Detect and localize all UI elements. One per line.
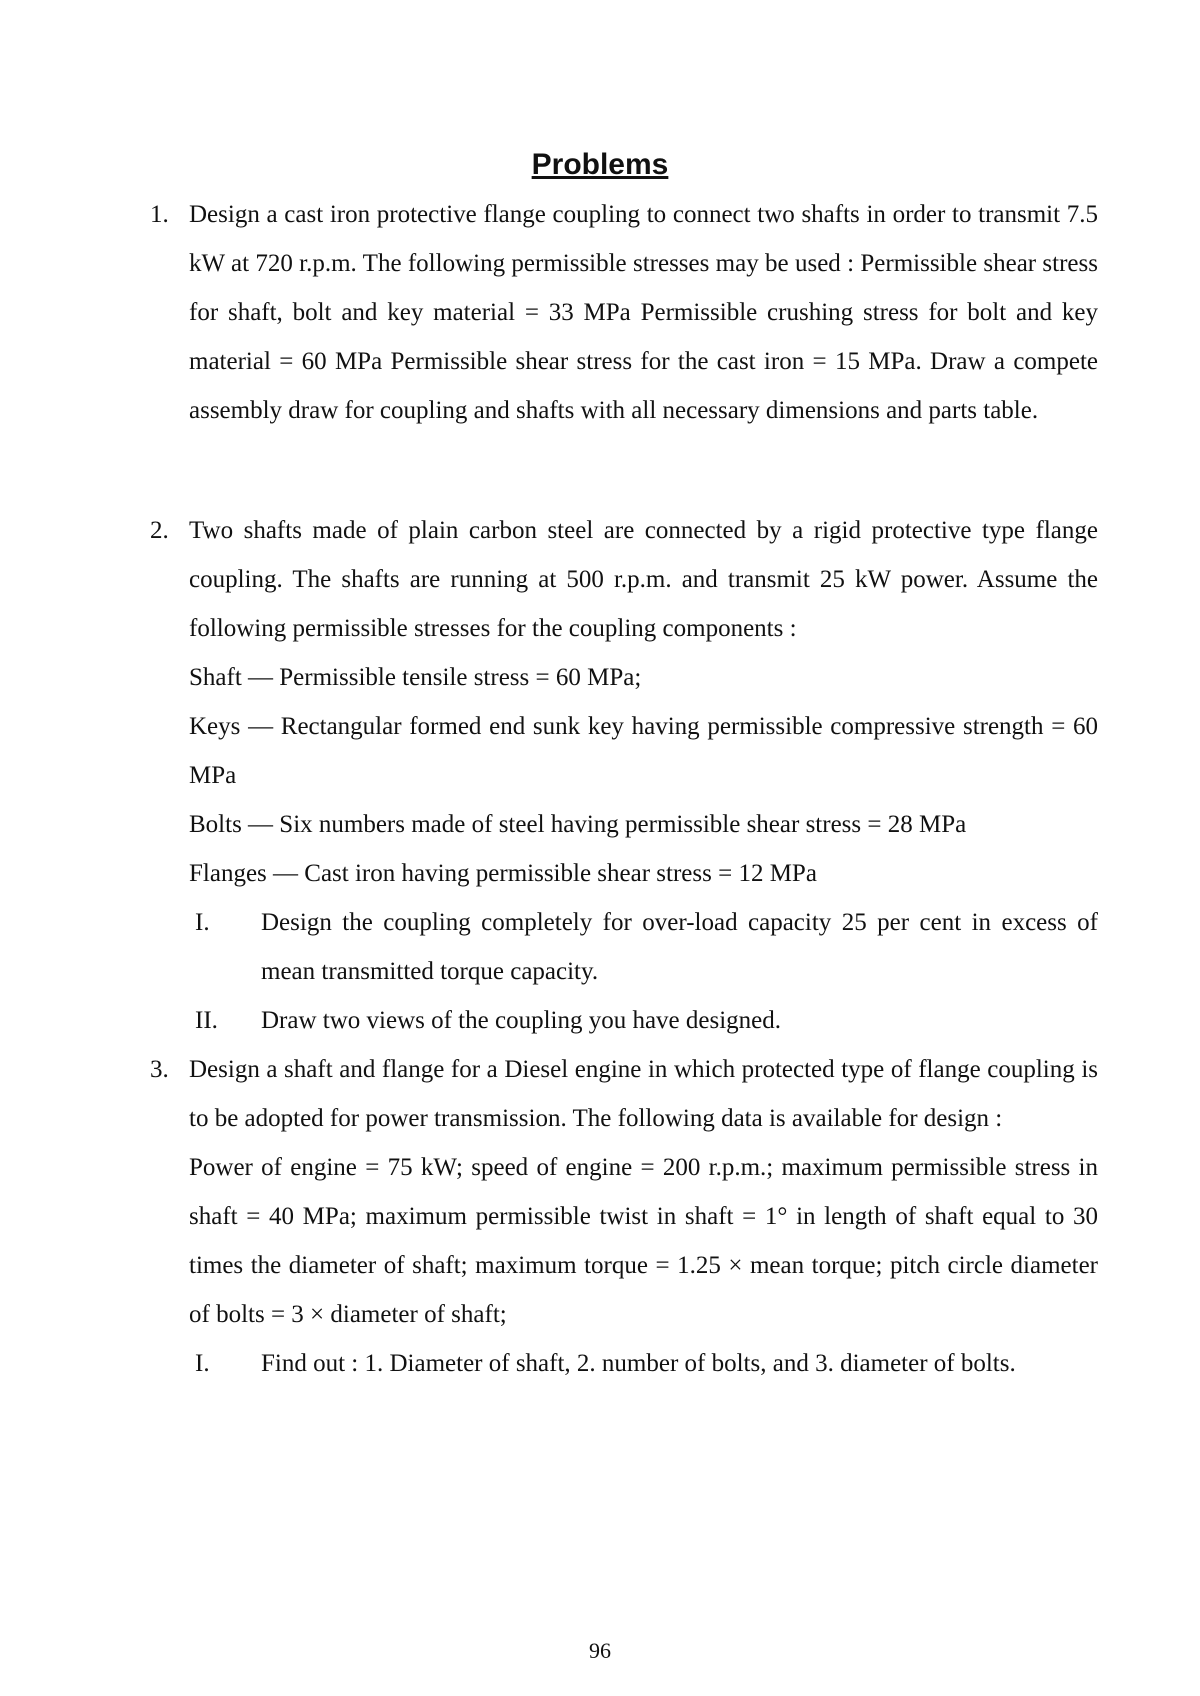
problem-number: 1.: [150, 201, 169, 228]
roman-numeral: I.: [195, 909, 210, 936]
roman-numeral: II.: [195, 1007, 218, 1034]
flanges-stress: Flanges — Cast iron having permissible shear stress = 12 MPa: [189, 860, 817, 887]
sub-item-text: Find out : 1. Diameter of shaft, 2. number of bolts, and 3. diameter of bolts.: [261, 1350, 1016, 1377]
problem-1: [150, 190, 1098, 435]
roman-numeral: I.: [195, 1350, 210, 1377]
problem-intro: Two shafts made of plain carbon steel are connected by a rigid protective type flange coupling. The shafts are running at 500 r.p.m. and transmit 25 kW power. Assume the following permissible stresses for the coupling components :: [189, 517, 1098, 642]
keys-stress: Keys — Rectangular formed end sunk key having permissible compressive strength = 60 MPa: [189, 713, 1098, 789]
problem-number: 2.: [150, 517, 169, 544]
problem-2: [150, 506, 1098, 1045]
sub-item-text: Draw two views of the coupling you have designed.: [261, 1007, 782, 1034]
page-number: 96: [589, 1638, 611, 1663]
sub-item: [195, 1339, 1098, 1388]
sub-item: [195, 898, 1098, 996]
problem-3: [150, 1045, 1098, 1388]
problem-data: Power of engine = 75 kW; speed of engine = 200 r.p.m.; maximum permissible stress in shaft = 40 MPa; maximum permissible twist in shaft = 1° in length of shaft equal to 30 times the diameter of shaft; maximum torque = 1.25 × mean torque; pitch circle diameter of bolts = 3 × diameter of shaft;: [189, 1154, 1098, 1328]
sub-item: [195, 996, 1098, 1045]
problem-intro: Design a shaft and flange for a Diesel engine in which protected type of flange coupling is to be adopted for power transmission. The following data is available for design :: [189, 1056, 1098, 1132]
sub-item-text: Design the coupling completely for over-load capacity 25 per cent in excess of mean transmitted torque capacity.: [261, 909, 1098, 985]
problem-number: 3.: [150, 1056, 169, 1083]
problem-text: Design a cast iron protective flange coupling to connect two shafts in order to transmit 7.5 kW at 720 r.p.m. The following permissible stresses may be used : Permissible shear stress for shaft, bolt and key material = 33 MPa Permissible crushing stress for bolt and key material = 60 MPa Permissible shear stress for the cast iron = 15 MPa. Draw a compete assembly draw for coupling and shafts with all necessary dimensions and parts table.: [189, 201, 1098, 424]
page-title: Problems: [531, 148, 669, 181]
bolts-stress: Bolts — Six numbers made of steel having permissible shear stress = 28 MPa: [189, 811, 967, 838]
shaft-stress: Shaft — Permissible tensile stress = 60 MPa;: [189, 664, 642, 691]
